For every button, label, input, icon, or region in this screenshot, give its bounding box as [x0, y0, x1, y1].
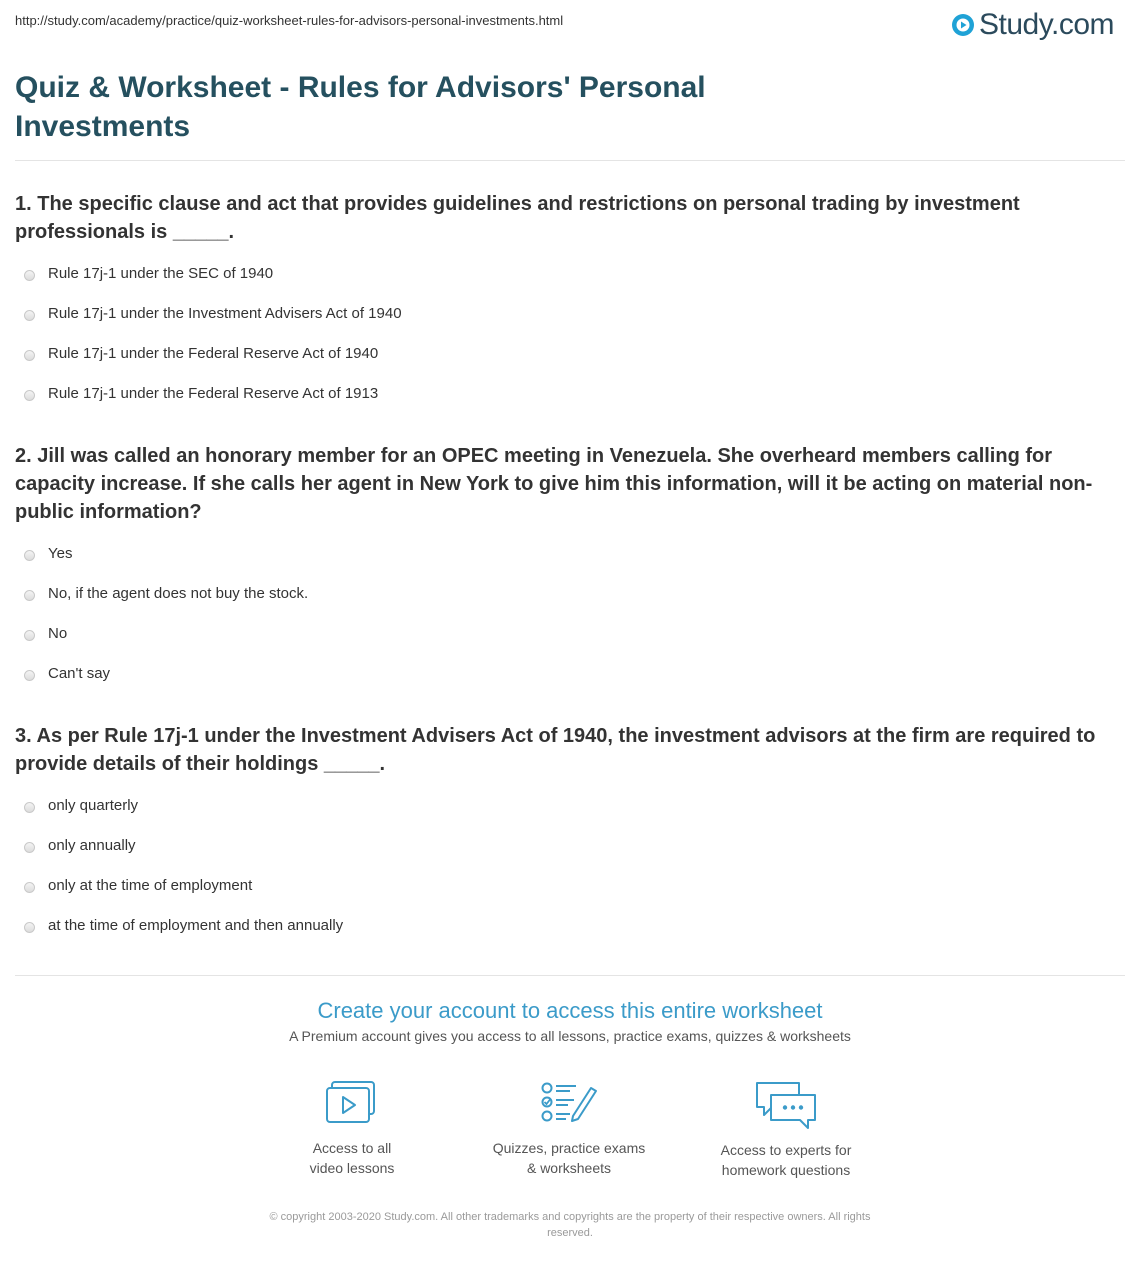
answer-label: Rule 17j-1 under the Investment Advisers Act of 1940: [48, 304, 402, 322]
question-text: 3. As per Rule 17j-1 under the Investment Advisers Act of 1940, the investment advisors at the firm are required to provide details of their holdings _____.: [15, 725, 1096, 775]
answer-label: Can't say: [48, 664, 111, 682]
feature-experts: [686, 1080, 886, 1180]
quiz-checklist-icon: [540, 1080, 598, 1128]
radio-button[interactable]: [24, 802, 35, 813]
page-title: Quiz & Worksheet - Rules for Advisors' Personal Investments: [15, 71, 706, 143]
answer-options: [15, 253, 1125, 413]
answer-option[interactable]: [15, 533, 1125, 573]
answer-options: [15, 785, 1125, 945]
radio-button[interactable]: [24, 390, 35, 401]
feature-label-line: & worksheets: [526, 1160, 612, 1176]
answer-option[interactable]: [15, 253, 1125, 293]
radio-button[interactable]: [24, 842, 35, 853]
feature-label-line: Access to all: [312, 1140, 392, 1156]
answer-label: Rule 17j-1 under the Federal Reserve Act of 1940: [48, 344, 379, 362]
title-divider: [15, 160, 1125, 161]
feature-label-line: Quizzes, practice exams: [492, 1140, 646, 1156]
top-bar: [0, 0, 1140, 50]
answer-option[interactable]: [15, 653, 1125, 693]
play-logo-icon: [951, 13, 975, 37]
question-3: [15, 722, 1125, 945]
radio-button[interactable]: [24, 590, 35, 601]
answer-label: only annually: [48, 836, 136, 854]
copyright-line: reserved.: [547, 1227, 593, 1239]
answer-label: at the time of employment and then annually: [48, 916, 344, 934]
answer-option[interactable]: [15, 613, 1125, 653]
question-2: [15, 442, 1125, 693]
radio-button[interactable]: [24, 550, 35, 561]
answer-option[interactable]: [15, 293, 1125, 333]
answer-option[interactable]: [15, 865, 1125, 905]
radio-button[interactable]: [24, 922, 35, 933]
promo-subtitle: A Premium account gives you access to all lessons, practice exams, quizzes & worksheets: [289, 1028, 851, 1044]
copyright-line: © copyright 2003-2020 Study.com. All other trademarks and copyrights are the property of their respective owners. All rights: [269, 1211, 871, 1223]
answer-option[interactable]: [15, 333, 1125, 373]
feature-label-line: Access to experts for: [720, 1142, 852, 1158]
answer-label: No, if the agent does not buy the stock.: [48, 584, 309, 602]
study-logo[interactable]: [951, 8, 1114, 42]
answer-label: Yes: [48, 544, 73, 562]
answer-label: only at the time of employment: [48, 876, 253, 894]
promo-divider: [15, 975, 1125, 976]
promo-title[interactable]: Create your account to access this entire worksheet: [317, 998, 823, 1023]
answer-label: No: [48, 624, 68, 642]
copyright-notice: [200, 1209, 940, 1241]
feature-label-line: video lessons: [309, 1160, 395, 1176]
feature-label: [469, 1138, 669, 1178]
feature-label-line: homework questions: [721, 1162, 851, 1178]
video-lessons-icon: [325, 1080, 379, 1128]
radio-button[interactable]: [24, 350, 35, 361]
feature-quizzes: [469, 1080, 669, 1178]
feature-label: [252, 1138, 452, 1178]
radio-button[interactable]: [24, 310, 35, 321]
question-text: 1. The specific clause and act that provides guidelines and restrictions on personal trading by investment professionals is _____.: [15, 193, 1020, 243]
feature-video-lessons: [252, 1080, 452, 1178]
answer-label: Rule 17j-1 under the SEC of 1940: [48, 264, 274, 282]
radio-button[interactable]: [24, 882, 35, 893]
radio-button[interactable]: [24, 670, 35, 681]
answer-option[interactable]: [15, 785, 1125, 825]
answer-label: Rule 17j-1 under the Federal Reserve Act of 1913: [48, 384, 379, 402]
answer-options: [15, 533, 1125, 693]
answer-option[interactable]: [15, 573, 1125, 613]
answer-option[interactable]: [15, 905, 1125, 945]
answer-label: only quarterly: [48, 796, 139, 814]
answer-option[interactable]: [15, 825, 1125, 865]
logo-text: Study.com: [979, 8, 1114, 41]
answer-option[interactable]: [15, 373, 1125, 413]
feature-label: [686, 1140, 886, 1180]
question-1: [15, 190, 1125, 413]
radio-button[interactable]: [24, 270, 35, 281]
question-text: 2. Jill was called an honorary member for an OPEC meeting in Venezuela. She overheard members calling for capacity increase. If she calls her agent in New York to give him this information, will it be acting on material non-public information?: [15, 445, 1093, 523]
chat-bubbles-icon: [754, 1080, 818, 1130]
radio-button[interactable]: [24, 630, 35, 641]
page-url: http://study.com/academy/practice/quiz-worksheet-rules-for-advisors-personal-investments.html: [15, 13, 564, 28]
